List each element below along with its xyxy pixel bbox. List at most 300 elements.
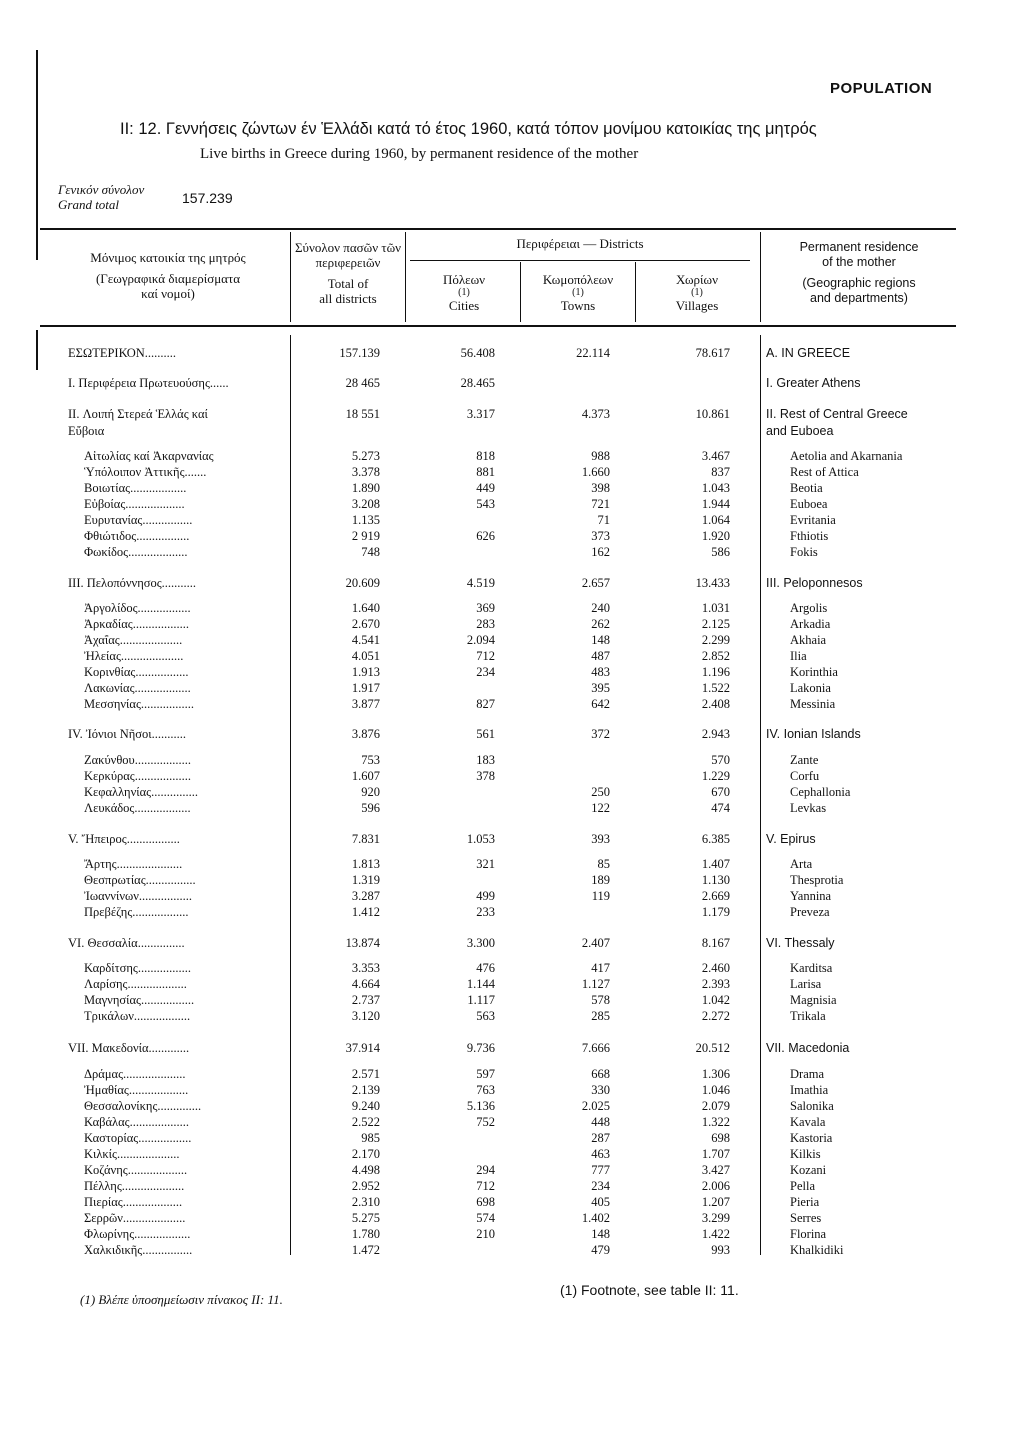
table-row bbox=[0, 407, 1024, 422]
total-cell: 13.874 bbox=[345, 936, 380, 950]
region-greek: Δράμας.................... bbox=[84, 1067, 186, 1081]
villages-cell: 78.617 bbox=[695, 346, 730, 360]
header-total-english: Total of bbox=[327, 276, 369, 291]
region-greek: Ἀργολίδος................. bbox=[84, 601, 191, 615]
villages-cell: 13.433 bbox=[695, 576, 730, 590]
footnote-mark: (1) bbox=[691, 287, 703, 298]
total-cell: 2.139 bbox=[351, 1083, 380, 1097]
cities-cell: 1.144 bbox=[466, 977, 495, 991]
total-cell: 1.135 bbox=[351, 513, 380, 527]
region-english: and Euboea bbox=[766, 424, 834, 438]
region-greek: Ζακύνθου.................. bbox=[84, 753, 192, 767]
table-row bbox=[0, 936, 1024, 951]
region-english: Arkadia bbox=[790, 617, 831, 631]
region-english: Evritania bbox=[790, 513, 836, 527]
cities-cell: 712 bbox=[476, 649, 495, 663]
region-english: Rest of Attica bbox=[790, 465, 859, 479]
footnote-english: (1) Footnote, see table II: 11. bbox=[560, 1282, 739, 1298]
grand-total-value: 157.239 bbox=[182, 190, 233, 206]
total-cell: 1.640 bbox=[351, 601, 380, 615]
total-cell: 2.522 bbox=[351, 1115, 380, 1129]
villages-cell: 1.322 bbox=[701, 1115, 730, 1129]
total-cell: 2.170 bbox=[351, 1147, 380, 1161]
towns-cell: 250 bbox=[591, 785, 610, 799]
region-english: Magnisia bbox=[790, 993, 837, 1007]
total-cell: 2.670 bbox=[351, 617, 380, 631]
villages-cell: 2.272 bbox=[701, 1009, 730, 1023]
table-row bbox=[0, 1163, 1024, 1178]
towns-cell: 189 bbox=[591, 873, 610, 887]
towns-cell: 85 bbox=[597, 857, 610, 871]
towns-cell: 483 bbox=[591, 665, 610, 679]
region-english: Arta bbox=[790, 857, 813, 871]
region-greek: Λαρίσης................... bbox=[84, 977, 187, 991]
region-greek: Εὐβοίας................... bbox=[84, 497, 185, 511]
table-row bbox=[0, 889, 1024, 904]
total-cell: 2.310 bbox=[351, 1195, 380, 1209]
total-cell: 1.319 bbox=[351, 873, 380, 887]
total-cell: 1.913 bbox=[351, 665, 380, 679]
villages-cell: 1.179 bbox=[701, 905, 730, 919]
villages-cell: 2.299 bbox=[701, 633, 730, 647]
footnote-mark: (1) bbox=[572, 287, 584, 298]
region-english: Corfu bbox=[790, 769, 820, 783]
table-row bbox=[0, 1041, 1024, 1056]
towns-cell: 395 bbox=[591, 681, 610, 695]
cities-cell: 233 bbox=[476, 905, 495, 919]
region-greek: Αἰτωλίας καί Ἀκαρνανίας bbox=[84, 449, 214, 463]
towns-cell: 777 bbox=[591, 1163, 610, 1177]
villages-cell: 570 bbox=[711, 753, 730, 767]
header-residence-greek-line: Μόνιμος κατοικία της μητρός bbox=[90, 250, 246, 265]
villages-cell: 1.306 bbox=[701, 1067, 730, 1081]
villages-cell: 1.422 bbox=[701, 1227, 730, 1241]
villages-cell: 2.669 bbox=[701, 889, 730, 903]
header-villages-english: Villages bbox=[675, 298, 719, 313]
villages-cell: 2.852 bbox=[701, 649, 730, 663]
region-english: Imathia bbox=[790, 1083, 829, 1097]
region-english: Thesprotia bbox=[790, 873, 844, 887]
table-row bbox=[0, 576, 1024, 591]
table-row bbox=[0, 753, 1024, 768]
total-cell: 1.917 bbox=[351, 681, 380, 695]
total-cell: 3.876 bbox=[351, 727, 380, 741]
region-english: Serres bbox=[790, 1211, 822, 1225]
total-cell: 4.498 bbox=[351, 1163, 380, 1177]
villages-cell: 993 bbox=[711, 1243, 730, 1257]
region-greek: Μαγνησίας................. bbox=[84, 993, 195, 1007]
total-cell: 20.609 bbox=[345, 576, 380, 590]
region-greek: Κεφαλληνίας............... bbox=[84, 785, 198, 799]
total-cell: 985 bbox=[361, 1131, 380, 1145]
region-greek: Λευκάδος.................. bbox=[84, 801, 191, 815]
cities-cell: 712 bbox=[476, 1179, 495, 1193]
page-label: POPULATION bbox=[830, 80, 933, 97]
region-english: Euboea bbox=[790, 497, 828, 511]
villages-cell: 3.427 bbox=[701, 1163, 730, 1177]
region-greek: Σερρῶν.................... bbox=[84, 1211, 186, 1225]
table-row bbox=[0, 697, 1024, 712]
villages-cell: 670 bbox=[711, 785, 730, 799]
region-english: Beotia bbox=[790, 481, 823, 495]
region-english: Yannina bbox=[790, 889, 832, 903]
districts-underline bbox=[410, 260, 750, 261]
villages-cell: 6.385 bbox=[701, 832, 730, 846]
cities-cell: 763 bbox=[476, 1083, 495, 1097]
region-greek: Φωκίδος................... bbox=[84, 545, 188, 559]
region-greek: Κορινθίας................. bbox=[84, 665, 189, 679]
region-english: Pieria bbox=[790, 1195, 820, 1209]
total-cell: 28 465 bbox=[345, 376, 380, 390]
towns-cell: 642 bbox=[591, 697, 610, 711]
region-english: Ilia bbox=[790, 649, 807, 663]
cities-cell: 4.519 bbox=[466, 576, 495, 590]
region-greek: Φθιώτιδος................. bbox=[84, 529, 190, 543]
region-english: Trikala bbox=[790, 1009, 826, 1023]
cities-cell: 234 bbox=[476, 665, 495, 679]
cities-cell: 321 bbox=[476, 857, 495, 871]
villages-cell: 1.944 bbox=[701, 497, 730, 511]
towns-cell: 405 bbox=[591, 1195, 610, 1209]
table-row bbox=[0, 649, 1024, 664]
header-villages bbox=[637, 272, 757, 313]
region-greek: Φλωρίνης.................. bbox=[84, 1227, 191, 1241]
villages-cell: 20.512 bbox=[695, 1041, 730, 1055]
region-greek: Ἠμαθίας................... bbox=[84, 1083, 189, 1097]
header-districts: Περιφέρειαι — Districts bbox=[516, 236, 644, 251]
towns-cell: 119 bbox=[591, 889, 610, 903]
header-towns bbox=[522, 272, 634, 313]
header-residence-english bbox=[764, 240, 954, 306]
towns-cell: 162 bbox=[591, 545, 610, 559]
header-residence-greek bbox=[48, 250, 288, 301]
region-english: Larisa bbox=[790, 977, 822, 991]
region-greek: Χαλκιδικῆς................ bbox=[84, 1243, 193, 1257]
villages-cell: 1.046 bbox=[701, 1083, 730, 1097]
region-english: Argolis bbox=[790, 601, 828, 615]
region-english: Preveza bbox=[790, 905, 830, 919]
villages-cell: 1.920 bbox=[701, 529, 730, 543]
villages-cell: 2.006 bbox=[701, 1179, 730, 1193]
header-col-divider bbox=[520, 262, 521, 322]
towns-cell: 71 bbox=[597, 513, 610, 527]
table-row bbox=[0, 1099, 1024, 1114]
towns-cell: 1.127 bbox=[581, 977, 610, 991]
region-english: Messinia bbox=[790, 697, 836, 711]
header-col-divider bbox=[635, 262, 636, 322]
header-residence-english-line: of the mother bbox=[822, 255, 896, 269]
region-greek: IV. Ἰόνιοι Νῆσοι........... bbox=[68, 727, 186, 741]
region-greek: Κερκύρας.................. bbox=[84, 769, 191, 783]
table-row bbox=[0, 993, 1024, 1008]
table-row bbox=[0, 832, 1024, 847]
region-english: Cephallonia bbox=[790, 785, 851, 799]
title-english: Live births in Greece during 1960, by permanent residence of the mother bbox=[200, 146, 639, 162]
table-row bbox=[0, 617, 1024, 632]
cities-cell: 626 bbox=[476, 529, 495, 543]
header-residence-greek-line: (Γεωγραφικά διαμερίσματα bbox=[95, 271, 241, 286]
region-greek: VII. Μακεδονία............. bbox=[68, 1041, 190, 1055]
header-top-rule bbox=[40, 228, 956, 230]
region-english: Pella bbox=[790, 1179, 815, 1193]
total-cell: 1.890 bbox=[351, 481, 380, 495]
region-english: Fthiotis bbox=[790, 529, 829, 543]
villages-cell: 3.299 bbox=[701, 1211, 730, 1225]
table-row bbox=[0, 1211, 1024, 1226]
table-row bbox=[0, 601, 1024, 616]
table-row bbox=[0, 449, 1024, 464]
villages-cell: 1.229 bbox=[701, 769, 730, 783]
total-cell: 157.139 bbox=[339, 346, 380, 360]
cities-cell: 752 bbox=[476, 1115, 495, 1129]
region-greek: Ευρυτανίας................ bbox=[84, 513, 193, 527]
region-greek: Ἀχαΐας.................... bbox=[84, 633, 183, 647]
region-greek: Ἰωαννίνων................. bbox=[84, 889, 192, 903]
villages-cell: 8.167 bbox=[701, 936, 730, 950]
towns-cell: 487 bbox=[591, 649, 610, 663]
total-cell: 748 bbox=[361, 545, 380, 559]
towns-cell: 330 bbox=[591, 1083, 610, 1097]
table-row bbox=[0, 857, 1024, 872]
region-english: VI. Thessaly bbox=[766, 936, 835, 950]
total-cell: 9.240 bbox=[351, 1099, 380, 1113]
cities-cell: 210 bbox=[476, 1227, 495, 1241]
region-greek: Ἠλείας.................... bbox=[84, 649, 184, 663]
region-english: I. Greater Athens bbox=[766, 376, 861, 390]
cities-cell: 378 bbox=[476, 769, 495, 783]
total-cell: 753 bbox=[361, 753, 380, 767]
region-greek: Κοζάνης................... bbox=[84, 1163, 188, 1177]
region-english: Florina bbox=[790, 1227, 827, 1241]
header-residence-greek-line: καί νομοί) bbox=[141, 286, 195, 301]
region-english: Kastoria bbox=[790, 1131, 833, 1145]
header-cities-english: Cities bbox=[448, 298, 480, 313]
table-row bbox=[0, 346, 1024, 361]
total-cell: 5.273 bbox=[351, 449, 380, 463]
region-greek: Βοιωτίας.................. bbox=[84, 481, 187, 495]
total-cell: 1.607 bbox=[351, 769, 380, 783]
region-english: Karditsa bbox=[790, 961, 833, 975]
table-row bbox=[0, 665, 1024, 680]
region-greek: V. Ἤπειρος................. bbox=[68, 832, 180, 846]
towns-cell: 122 bbox=[591, 801, 610, 815]
cities-cell: 476 bbox=[476, 961, 495, 975]
total-cell: 3.353 bbox=[351, 961, 380, 975]
villages-cell: 1.522 bbox=[701, 681, 730, 695]
table-row bbox=[0, 1067, 1024, 1082]
cities-cell: 294 bbox=[476, 1163, 495, 1177]
header-total-english: all districts bbox=[319, 291, 377, 306]
title-greek: II: 12. Γεννήσεις ζώντων έν Ἑλλάδι κατά τό έτος 1960, κατά τόπον μονίμου κατοικίας της μητρός bbox=[120, 120, 817, 138]
towns-cell: 287 bbox=[591, 1131, 610, 1145]
total-cell: 3.208 bbox=[351, 497, 380, 511]
region-greek: II. Λοιπή Στερεά Ἑλλάς καί bbox=[68, 407, 208, 421]
cities-cell: 56.408 bbox=[460, 346, 495, 360]
region-greek: Λακωνίας.................. bbox=[84, 681, 191, 695]
total-cell: 18 551 bbox=[345, 407, 380, 421]
towns-cell: 285 bbox=[591, 1009, 610, 1023]
region-greek: Καβάλας................... bbox=[84, 1115, 189, 1129]
table-row bbox=[0, 681, 1024, 696]
towns-cell: 22.114 bbox=[576, 346, 610, 360]
header-col-divider bbox=[405, 232, 406, 322]
towns-cell: 578 bbox=[591, 993, 610, 1007]
total-cell: 2.737 bbox=[351, 993, 380, 1007]
total-cell: 2.952 bbox=[351, 1179, 380, 1193]
total-cell: 7.831 bbox=[351, 832, 380, 846]
towns-cell: 4.373 bbox=[581, 407, 610, 421]
villages-cell: 698 bbox=[711, 1131, 730, 1145]
cities-cell: 9.736 bbox=[466, 1041, 495, 1055]
header-towns-greek: Κωμοπόλεων bbox=[542, 272, 614, 287]
villages-cell: 10.861 bbox=[695, 407, 730, 421]
region-english: VII. Macedonia bbox=[766, 1041, 850, 1055]
cities-cell: 449 bbox=[476, 481, 495, 495]
header-bottom-rule bbox=[40, 325, 956, 327]
total-cell: 3.877 bbox=[351, 697, 380, 711]
table-row bbox=[0, 961, 1024, 976]
table-row bbox=[0, 481, 1024, 496]
cities-cell: 561 bbox=[476, 727, 495, 741]
cities-cell: 574 bbox=[476, 1211, 495, 1225]
region-greek: VI. Θεσσαλία............... bbox=[68, 936, 185, 950]
header-cities-greek: Πόλεων bbox=[442, 272, 486, 287]
region-english: Lakonia bbox=[790, 681, 831, 695]
towns-cell: 2.407 bbox=[581, 936, 610, 950]
towns-cell: 148 bbox=[591, 1227, 610, 1241]
region-greek: Θεσσαλονίκης.............. bbox=[84, 1099, 202, 1113]
table-row bbox=[0, 1083, 1024, 1098]
villages-cell: 586 bbox=[711, 545, 730, 559]
total-cell: 3.378 bbox=[351, 465, 380, 479]
table-row bbox=[0, 1131, 1024, 1146]
villages-cell: 2.460 bbox=[701, 961, 730, 975]
table-row bbox=[0, 513, 1024, 528]
region-english: Korinthia bbox=[790, 665, 838, 679]
cities-cell: 563 bbox=[476, 1009, 495, 1023]
region-greek: Πέλλης.................... bbox=[84, 1179, 185, 1193]
towns-cell: 234 bbox=[591, 1179, 610, 1193]
towns-cell: 372 bbox=[591, 727, 610, 741]
total-cell: 596 bbox=[361, 801, 380, 815]
table-row bbox=[0, 1227, 1024, 1242]
table-row bbox=[0, 785, 1024, 800]
table-row bbox=[0, 424, 1024, 439]
villages-cell: 1.043 bbox=[701, 481, 730, 495]
cities-cell: 1.117 bbox=[467, 993, 495, 1007]
table-row bbox=[0, 1147, 1024, 1162]
towns-cell: 7.666 bbox=[581, 1041, 610, 1055]
header-villages-greek: Χωρίων bbox=[676, 272, 718, 287]
villages-cell: 2.125 bbox=[701, 617, 730, 631]
villages-cell: 1.707 bbox=[701, 1147, 730, 1161]
region-english: Kilkis bbox=[790, 1147, 821, 1161]
grand-total-label-greek: Γενικόν σύνολον bbox=[58, 182, 145, 197]
towns-cell: 463 bbox=[591, 1147, 610, 1161]
total-cell: 1.412 bbox=[351, 905, 380, 919]
villages-cell: 2.943 bbox=[701, 727, 730, 741]
region-greek: Εὔβοια bbox=[68, 424, 105, 438]
region-english: A. IN GREECE bbox=[766, 346, 851, 360]
region-greek: Καστορίας................. bbox=[84, 1131, 192, 1145]
table-row bbox=[0, 529, 1024, 544]
region-english: Kozani bbox=[790, 1163, 827, 1177]
region-greek: Πρεβέζης.................. bbox=[84, 905, 189, 919]
cities-cell: 3.300 bbox=[466, 936, 495, 950]
header-col-divider bbox=[290, 232, 291, 322]
villages-cell: 474 bbox=[711, 801, 730, 815]
margin-rule bbox=[36, 50, 38, 260]
region-english: Zante bbox=[790, 753, 819, 767]
villages-cell: 1.064 bbox=[701, 513, 730, 527]
villages-cell: 2.079 bbox=[701, 1099, 730, 1113]
region-english: Levkas bbox=[790, 801, 827, 815]
region-greek: Κιλκίς.................... bbox=[84, 1147, 180, 1161]
towns-cell: 1.402 bbox=[581, 1211, 610, 1225]
villages-cell: 1.031 bbox=[701, 601, 730, 615]
header-residence-english-line: (Geographic regions bbox=[802, 276, 916, 290]
villages-cell: 837 bbox=[711, 465, 730, 479]
total-cell: 37.914 bbox=[345, 1041, 380, 1055]
table-row bbox=[0, 497, 1024, 512]
villages-cell: 3.467 bbox=[701, 449, 730, 463]
towns-cell: 148 bbox=[591, 633, 610, 647]
region-greek: ΕΣΩΤΕΡΙΚΟΝ.......... bbox=[68, 346, 177, 360]
towns-cell: 373 bbox=[591, 529, 610, 543]
towns-cell: 398 bbox=[591, 481, 610, 495]
villages-cell: 1.407 bbox=[701, 857, 730, 871]
villages-cell: 1.196 bbox=[701, 665, 730, 679]
cities-cell: 3.317 bbox=[466, 407, 495, 421]
region-english: II. Rest of Central Greece bbox=[766, 407, 908, 421]
cities-cell: 183 bbox=[476, 753, 495, 767]
villages-cell: 1.042 bbox=[701, 993, 730, 1007]
table-row bbox=[0, 1195, 1024, 1210]
villages-cell: 2.408 bbox=[701, 697, 730, 711]
total-cell: 1.780 bbox=[351, 1227, 380, 1241]
region-greek: I. Περιφέρεια Πρωτευούσης...... bbox=[68, 376, 229, 390]
towns-cell: 479 bbox=[591, 1243, 610, 1257]
table-row bbox=[0, 1115, 1024, 1130]
table-row bbox=[0, 727, 1024, 742]
towns-cell: 448 bbox=[591, 1115, 610, 1129]
region-english: IV. Ionian Islands bbox=[766, 727, 861, 741]
cities-cell: 827 bbox=[476, 697, 495, 711]
footnote-mark: (1) bbox=[458, 287, 470, 298]
towns-cell: 988 bbox=[591, 449, 610, 463]
total-cell: 2 919 bbox=[351, 529, 380, 543]
region-english: Kavala bbox=[790, 1115, 826, 1129]
cities-cell: 28.465 bbox=[460, 376, 495, 390]
grand-total-label-english: Grand total bbox=[58, 197, 120, 212]
cities-cell: 5.136 bbox=[466, 1099, 495, 1113]
table-row bbox=[0, 873, 1024, 888]
region-greek: Καρδίτσης................. bbox=[84, 961, 191, 975]
region-english: Salonika bbox=[790, 1099, 834, 1113]
table-row bbox=[0, 905, 1024, 920]
towns-cell: 2.025 bbox=[581, 1099, 610, 1113]
cities-cell: 1.053 bbox=[466, 832, 495, 846]
total-cell: 3.120 bbox=[351, 1009, 380, 1023]
total-cell: 4.664 bbox=[351, 977, 380, 991]
header-residence-english-line: and departments) bbox=[810, 291, 908, 305]
region-greek: Ἀρκαδίας.................. bbox=[84, 617, 190, 631]
total-cell: 1.813 bbox=[351, 857, 380, 871]
table-row bbox=[0, 376, 1024, 391]
region-greek: Μεσσηνίας................. bbox=[84, 697, 195, 711]
towns-cell: 417 bbox=[591, 961, 610, 975]
table-row bbox=[0, 1009, 1024, 1024]
